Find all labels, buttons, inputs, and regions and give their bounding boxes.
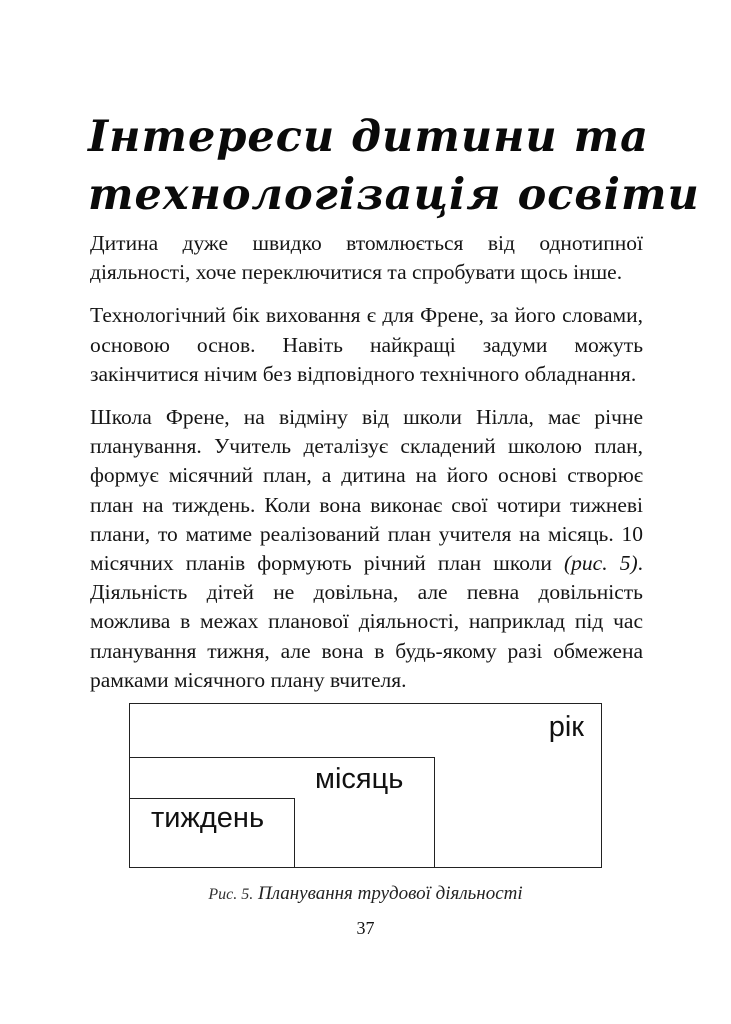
chapter-title	[88, 108, 700, 224]
month-label: місяць	[315, 763, 404, 795]
week-label: тиждень	[151, 802, 265, 834]
paragraph-2: Технологічний бік виховання є для Френе, за його словами, основою основ. Навіть найкращі задуми можуть закінчитися нічим без відповідного технічного обладнання.	[90, 303, 643, 386]
figure-caption-text: Планування трудової діяльності	[257, 883, 523, 904]
year-label: рік	[548, 711, 584, 743]
paragraph-1: Дитина дуже швидко втомлюється від однотипної діяльності, хоче переключитися та спробувати щось інше.	[90, 231, 643, 285]
paragraph-3	[90, 403, 643, 695]
chapter-title-line-2: технологізація освіти	[88, 170, 700, 220]
paragraph-3-text-end: . Діяльність дітей не довільна, але певна довільність можлива в межах планової діяльності, наприклад під час планування тижня, але вона в будь-якому разі обмежена рамками місячного плану вчителя.	[90, 551, 643, 692]
figure-caption	[0, 883, 731, 905]
figure-reference: (рис. 5)	[564, 551, 638, 576]
chapter-title-line-1: Інтереси дитини та	[88, 112, 650, 162]
page-number: 37	[356, 918, 375, 938]
figure-caption-prefix: Рис. 5.	[208, 886, 254, 903]
body-text	[90, 229, 643, 695]
paragraph-3-text-start: Школа Френе, на відміну від школи Нілла, має річне планування. Учитель деталізує складений школою план, формує місячний план, а дитина на його основі створює план на тиждень. Коли вона виконає свої чотири тижневі плани, то матиме реалізований план учителя на місяць. 10 місячних планів формують річний план школи	[90, 405, 643, 576]
planning-diagram	[129, 703, 602, 868]
